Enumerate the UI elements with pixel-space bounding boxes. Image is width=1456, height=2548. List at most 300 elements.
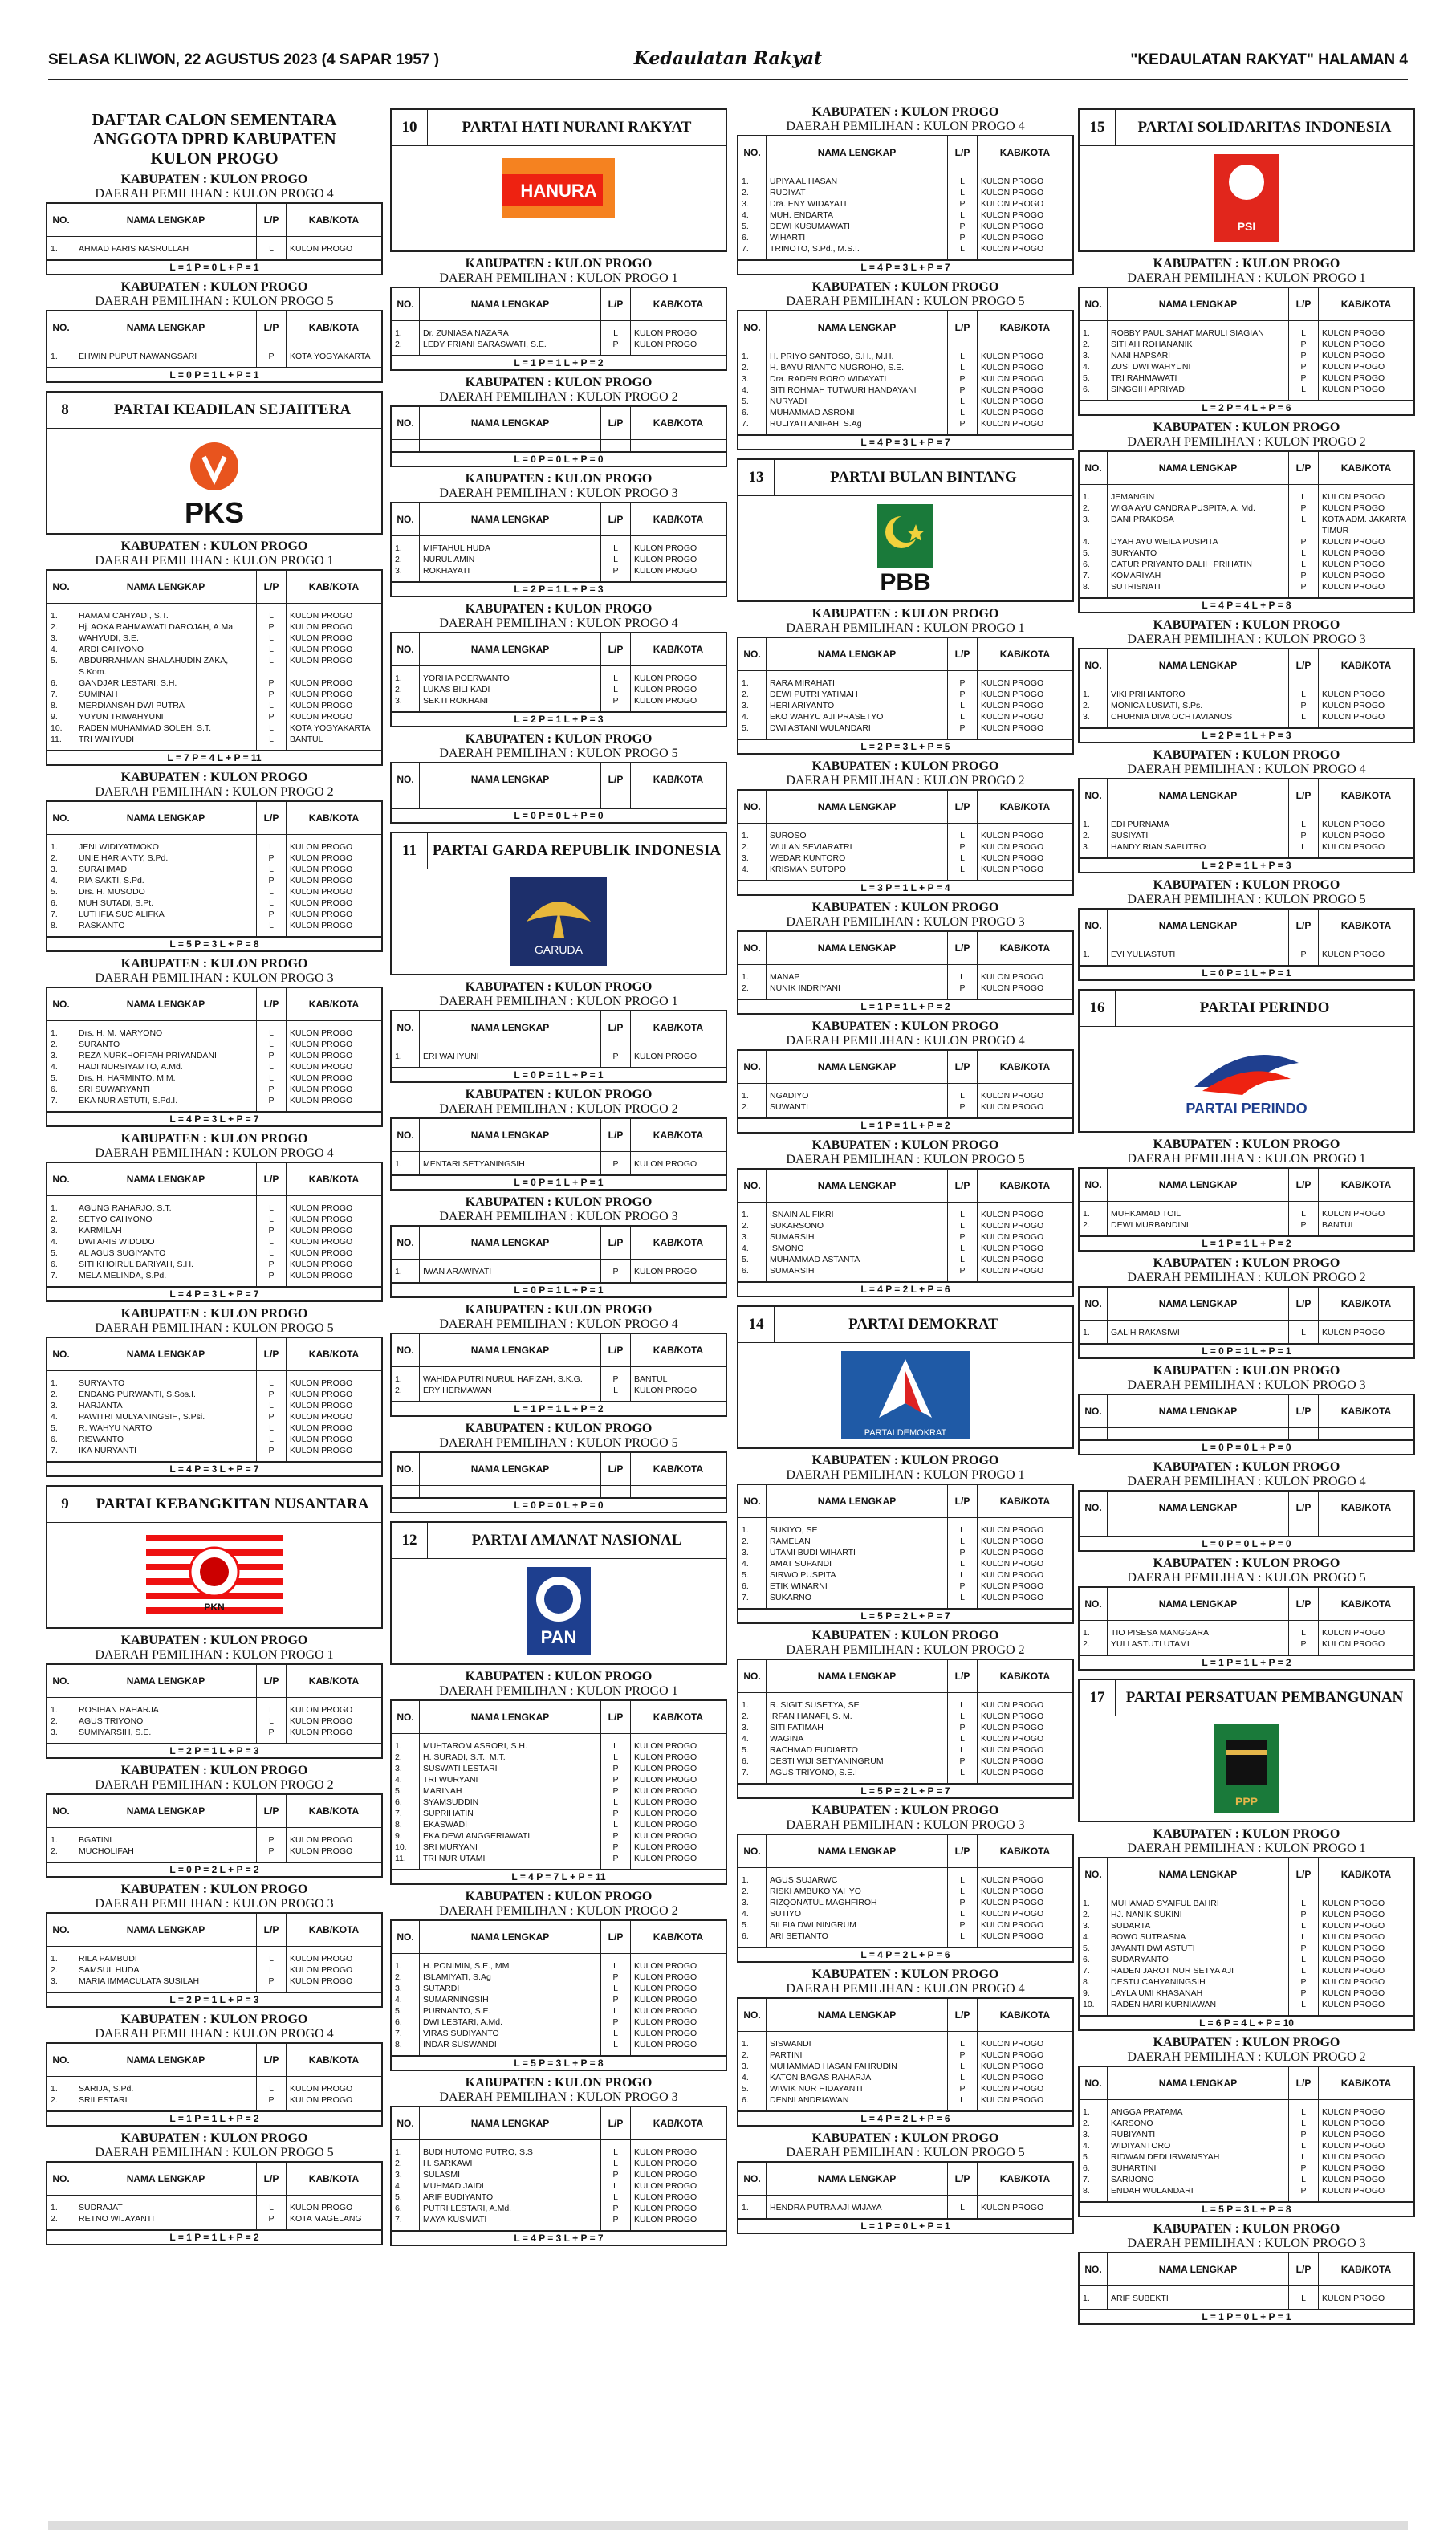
table-cell: SUMARNINGSIH [423,1995,489,2005]
table-cell: 2. [738,1711,767,1722]
footer-bar [48,2521,1408,2530]
table-cell: RASKANTO [79,921,125,930]
table-cell: KULON PROGO [981,1898,1044,1907]
table-cell: DWI ASTANI WULANDARI [770,723,871,733]
table-cell: 2. [391,1972,420,1983]
table-cell: L [601,684,631,695]
regency-label: KABUPATEN : KULON PROGO [811,105,999,119]
table-cell: 2. [47,1716,75,1727]
table-cell: KULON PROGO [981,842,1044,852]
table-cell: KULON PROGO [981,1255,1044,1264]
table-cell: 2. [738,1101,767,1118]
column-header: KAB/KOTA [631,1333,727,1367]
table-row [1079,2174,1414,2185]
table-cell: KULON PROGO [981,1712,1044,1721]
table-cell: 5. [47,886,75,897]
table-cell: KULON PROGO [981,1723,1044,1732]
party-header [392,110,726,146]
table-cell: KULON PROGO [981,199,1044,209]
table-cell: L [257,1073,287,1084]
table-row [738,1711,1073,1722]
regency-label: KABUPATEN : KULON PROGO [120,771,308,784]
table-cell: KOMARIYAH [1111,571,1161,580]
table-row [738,711,1073,722]
column-header: NO. [47,2162,75,2196]
column-header: L/P [601,633,631,666]
candidate-total: L = 4 P = 7 L + P = 11 [390,1870,727,1885]
table-cell: UTAMI BUDI WIHARTI [770,1548,856,1557]
table-cell: L [1289,2286,1319,2310]
column-header: L/P [601,287,631,321]
regency-label: KABUPATEN : KULON PROGO [120,1307,308,1321]
table-cell: 3. [738,373,767,385]
column-header: NAMA LENGKAP [420,406,601,440]
column-header: NAMA LENGKAP [420,763,601,796]
table-cell: 6. [47,678,75,689]
table-row [1079,570,1414,581]
party-header [47,1487,381,1523]
table-cell: P [1289,339,1319,350]
district-label: DAERAH PEMILIHAN : KULON PROGO 2 [439,390,678,404]
column-header: NO. [738,1169,767,1203]
table-cell: KULON PROGO [290,1846,353,1856]
table-cell: 4. [47,644,75,655]
table-cell: KULON PROGO [290,1028,353,1038]
table-cell: KULON PROGO [634,2170,697,2180]
candidate-table [737,1997,1074,2112]
table-cell: PAWITRI MULYANINGSIH, S.Psi. [79,1412,205,1422]
district-label: DAERAH PEMILIHAN : KULON PROGO 4 [786,120,1025,133]
table-row [391,1994,726,2005]
table-cell: MELA MELINDA, S.Pd. [79,1271,167,1280]
regency-label: KABUPATEN : KULON PROGO [1153,1138,1340,1151]
table-cell: TIO PISESA MANGGARA [1111,1628,1209,1638]
table-cell: KULON PROGO [1322,1966,1385,1976]
candidate-total: L = 0 P = 1 L + P = 1 [1078,967,1415,981]
table-row [738,2072,1073,2083]
table-cell: L [257,897,287,909]
column-header: KAB/KOTA [631,763,727,796]
table-cell: MAYA KUSMIATI [423,2215,487,2224]
table-cell: L [257,2077,287,2095]
column-header: NO. [1079,1587,1108,1621]
candidate-total: L = 0 P = 0 L + P = 0 [390,809,727,824]
table-cell: P [1289,1219,1319,1236]
column-header: NO. [391,1226,420,1260]
table-row [738,2049,1073,2061]
table-cell [1319,1428,1415,1441]
table-cell: MUHAMMAD HASAN FAHRUDIN [770,2062,897,2071]
table-cell: KULON PROGO [981,397,1044,406]
regency-label: KABUPATEN : KULON PROGO [465,376,653,389]
table-cell: 1. [391,1260,420,1284]
table-cell [601,1486,631,1499]
table-cell: 1. [47,1698,75,1716]
table-cell: KULON PROGO [290,865,353,874]
table-cell: 1. [391,2140,420,2159]
table-cell: KULON PROGO [290,1954,353,1964]
party-block [390,832,727,975]
table-cell: KULON PROGO [290,611,353,621]
candidate-table [737,1659,1074,1785]
table-cell: KULON PROGO [290,712,353,722]
district-label: DAERAH PEMILIHAN : KULON PROGO 4 [1127,763,1366,776]
table-cell: RISWANTO [79,1435,124,1444]
table-cell: KULON PROGO [290,1226,353,1235]
candidate-table [390,1117,727,1176]
table-cell: H. SARKAWI [423,2159,473,2168]
candidate-total: L = 3 P = 1 L + P = 4 [737,881,1074,896]
candidate-table [737,310,1074,436]
table-row [47,678,382,689]
table-cell: 1. [47,2077,75,2095]
table-cell: L [948,1931,978,1948]
table-cell: KULON PROGO [634,1972,697,1982]
electoral-district [390,2076,727,2246]
table-row [47,1236,382,1248]
table-cell: AL AGUS SUGIYANTO [79,1248,166,1258]
column-header: KAB/KOTA [1319,1287,1415,1321]
party-number: 14 [738,1307,775,1342]
table-cell: 1. [1079,321,1108,340]
table-row [47,1964,382,1976]
table-row [1079,1524,1414,1537]
table-row [391,2140,726,2159]
table-cell: P [948,1101,978,1118]
table-cell: P [1289,536,1319,547]
candidate-table [1078,2252,1415,2310]
table-cell: P [948,1547,978,1558]
table-cell: ENDAH WULANDARI [1111,2186,1194,2196]
column-header: NAMA LENGKAP [420,1226,601,1260]
party-number: 17 [1080,1680,1116,1716]
table-cell: L [1289,1965,1319,1976]
table-row [1079,682,1414,701]
table-cell: ENDANG PURWANTI, S.Sos.I. [79,1390,196,1399]
regency-label: KABUPATEN : KULON PROGO [1153,2036,1340,2049]
table-row [391,1367,726,1386]
table-cell: L [948,1744,978,1756]
candidate-table [390,1333,727,1402]
column-header: NAMA LENGKAP [75,311,257,344]
regency-label: KABUPATEN : KULON PROGO [811,1454,999,1467]
district-label: DAERAH PEMILIHAN : KULON PROGO 5 [786,1153,1025,1166]
candidate-total: L = 2 P = 1 L + P = 3 [390,713,727,727]
column-header: KAB/KOTA [978,1169,1074,1203]
table-cell: MUHAMAD SYAIFUL BAHRI [1111,1899,1219,1908]
candidate-total: L = 0 P = 1 L + P = 1 [390,1068,727,1083]
table-cell: YORHA POERWANTO [423,674,510,683]
table-cell: L [257,2196,287,2214]
table-cell: KULON PROGO [981,363,1044,372]
table-row [1079,2163,1414,2174]
table-cell: KULON PROGO [290,1215,353,1224]
table-cell: L [1289,711,1319,728]
table-cell: L [601,2005,631,2017]
table-cell: KULON PROGO [1322,571,1385,580]
table-cell: P [948,689,978,700]
table-cell: 5. [738,1744,767,1756]
table-row [738,983,1073,999]
table-cell: SUDARTA [1111,1921,1151,1931]
party-name: PARTAI KEADILAN SEJAHTERA [113,401,352,418]
column-header: L/P [1289,1168,1319,1202]
table-cell: 1. [391,1734,420,1752]
column-header: KAB/KOTA [978,1834,1074,1868]
table-cell: YULI ASTUTI UTAMI [1111,1639,1190,1649]
column-header: NO. [391,2106,420,2140]
table-cell: 2. [1079,830,1108,841]
table-cell: SRI MURYANI [423,1842,478,1852]
table-row [738,1886,1073,1897]
table-cell: KULON PROGO [981,723,1044,733]
column-header: L/P [948,2162,978,2196]
table-cell: 9. [47,711,75,722]
table-row [391,1954,726,1972]
table-cell: L [257,1423,287,1434]
table-cell: KULON PROGO [981,1887,1044,1896]
table-cell: RADEN MUHAMMAD SOLEH, S.T. [79,723,212,733]
candidate-table [390,405,727,453]
table-cell: Dra. ENY WIDAYATI [770,199,847,209]
table-cell: P [257,621,287,633]
table-cell: P [257,1259,287,1270]
table-row [1079,711,1414,728]
pks-logo [146,433,283,529]
column-header: NO. [391,763,420,796]
table-cell: L [948,243,978,260]
table-cell: KULON PROGO [981,1920,1044,1930]
table-cell: WAHYUDI, S.E. [79,633,139,643]
table-cell: SAMSUL HUDA [79,1965,140,1975]
candidate-table [737,1168,1074,1283]
table-cell: P [948,1581,978,1592]
table-cell: SIRWO PUSPITA [770,1570,836,1580]
table-cell: SETYO CAHYONO [79,1215,153,1224]
table-cell: DWI LESTARI, A.Md. [423,2017,502,2027]
table-cell: P [257,1050,287,1061]
table-cell: KULON PROGO [290,622,353,632]
candidate-total: L = 2 P = 1 L + P = 3 [1078,729,1415,743]
table-cell: 11. [47,734,75,751]
regency-label: KABUPATEN : KULON PROGO [465,980,653,994]
column-header: NAMA LENGKAP [75,1913,257,1947]
table-cell: P [257,1411,287,1423]
table-cell: KULON PROGO [981,1700,1044,1710]
table-cell: 4. [738,1733,767,1744]
candidate-table [46,987,383,1113]
district-label: DAERAH PEMILIHAN : KULON PROGO 3 [1127,633,1366,646]
table-cell: MUHMAD JAIDI [423,2181,484,2191]
table-row [738,1203,1073,1221]
table-row [47,689,382,700]
table-row [1079,350,1414,361]
table-cell: H. SURADI, S.T., M.T. [423,1752,506,1762]
table-cell: L [257,920,287,937]
table-cell: LUTHFIA SUC ALIFKA [79,910,165,919]
column-header: NO. [47,570,75,604]
table-cell: 5. [47,655,75,678]
table-cell: AGUS TRIYONO [79,1716,144,1726]
column-header: L/P [601,406,631,440]
table-cell: 6. [738,1581,767,1592]
column-header: NO. [1079,909,1108,942]
table-cell: KULON PROGO [981,1210,1044,1219]
table-cell: 1. [738,824,767,842]
candidate-total: L = 4 P = 3 L + P = 7 [46,1463,383,1477]
table-row [738,1592,1073,1609]
district-label: DAERAH PEMILIHAN : KULON PROGO 5 [1127,1571,1366,1585]
regency-label: KABUPATEN : KULON PROGO [1153,421,1340,434]
table-cell: KOTA MAGELANG [290,2214,362,2224]
column-header: KAB/KOTA [287,1162,383,1196]
table-cell: KULON PROGO [981,1232,1044,1242]
table-cell: KULON PROGO [290,645,353,654]
table-cell: P [1289,1909,1319,1920]
table-row [738,1231,1073,1243]
table-row [1079,361,1414,372]
table-cell: 1. [1079,2286,1108,2310]
table-cell: ARI SETIANTO [770,1931,828,1941]
table-cell: 4. [738,711,767,722]
table-cell: 1. [738,169,767,188]
electoral-district [390,980,727,1083]
table-cell: L [948,1767,978,1784]
table-cell: KULON PROGO [290,1965,353,1975]
regency-label: KABUPATEN : KULON PROGO [811,759,999,773]
table-cell: 3. [738,1231,767,1243]
table-cell: 6. [1079,559,1108,570]
table-cell: L [948,2196,978,2220]
table-row [391,1853,726,1870]
table-cell: KULON PROGO [634,2215,697,2224]
column-header: KAB/KOTA [1319,1168,1415,1202]
table-cell: 2. [47,1846,75,1862]
title-line: ANGGOTA DPRD KABUPATEN [92,129,336,149]
table-cell: LEDY FRIANI SARASWATI, S.E. [423,340,547,349]
table-cell: KULON PROGO [290,678,353,688]
column-header: NO. [391,1118,420,1152]
table-row [47,1727,382,1744]
column-header: NAMA LENGKAP [420,287,601,321]
table-cell: RISKI AMBUKO YAHYO [770,1887,861,1896]
table-cell: P [1289,1943,1319,1954]
table-row [47,875,382,886]
table-cell: L [948,1868,978,1887]
table-cell: 2. [391,554,420,565]
table-cell: 6. [738,2094,767,2111]
column-header: NO. [738,311,767,344]
table-cell: WIHARTI [770,233,806,242]
table-cell: KULON PROGO [1322,1977,1385,1987]
district-label: DAERAH PEMILIHAN : KULON PROGO 4 [95,187,334,201]
table-cell: KULON PROGO [1322,537,1385,547]
column-header: KAB/KOTA [978,2162,1074,2196]
candidate-total: L = 6 P = 4 L + P = 10 [1078,2017,1415,2031]
table-cell: KULON PROGO [634,1995,697,2005]
district-label: DAERAH PEMILIHAN : KULON PROGO 2 [786,774,1025,788]
table-cell: 2. [391,1752,420,1763]
candidate-total: L = 1 P = 1 L + P = 2 [46,2112,383,2127]
table-cell: EHWIN PUPUT NAWANGSARI [79,352,197,361]
table-row [738,2196,1073,2220]
table-cell: KULON PROGO [634,340,697,349]
table-cell: 2. [47,1964,75,1976]
table-cell: KULON PROGO [1322,548,1385,558]
column-header: NAMA LENGKAP [767,2162,948,2196]
table-cell: 1. [738,1518,767,1537]
district-label: DAERAH PEMILIHAN : KULON PROGO 1 [1127,1842,1366,1855]
table-cell: L [1289,1920,1319,1931]
column-header: NO. [738,1659,767,1693]
table-cell: 7. [391,1808,420,1819]
candidate-total: L = 4 P = 4 L + P = 8 [1078,599,1415,613]
table-cell: P [257,1846,287,1862]
table-cell: 1. [47,604,75,622]
table-row [738,1558,1073,1569]
table-cell: 8. [1079,2185,1108,2202]
column-header: KAB/KOTA [1319,451,1415,485]
column-header: KAB/KOTA [1319,909,1415,942]
candidate-table [46,1912,383,1993]
table-row [47,237,382,261]
district-label: DAERAH PEMILIHAN : KULON PROGO 2 [439,1904,678,1918]
table-cell: KULON PROGO [981,701,1044,710]
electoral-district [737,1138,1074,1297]
table-cell: KULON PROGO [981,374,1044,384]
logo-text: PKN [204,1602,225,1613]
district-label: DAERAH PEMILIHAN : KULON PROGO 4 [786,1034,1025,1048]
table-cell: KULON PROGO [634,2204,697,2213]
party-header [1080,991,1413,1027]
table-cell: 3. [1079,1920,1108,1931]
table-cell: KULON PROGO [1322,1944,1385,1953]
candidate-total: L = 0 P = 2 L + P = 2 [46,1863,383,1878]
party-header [1080,1680,1413,1716]
column-header: L/P [948,1834,978,1868]
table-row [738,841,1073,853]
table-row [391,2192,726,2203]
regency-label: KABUPATEN : KULON PROGO [1153,878,1340,892]
table-cell: L [948,1693,978,1712]
table-cell: HJ. NANIK SUKINI [1111,1910,1182,1919]
table-row [391,2039,726,2056]
table-cell: KULON PROGO [290,842,353,852]
table-cell: 11. [391,1853,420,1870]
party-logo [1080,146,1413,250]
column-header: NAMA LENGKAP [767,1050,948,1084]
electoral-district [46,539,383,766]
table-row [738,1518,1073,1537]
candidate-total: L = 0 P = 0 L + P = 0 [1078,1441,1415,1455]
table-cell: 3. [1079,841,1108,858]
regency-label: KABUPATEN : KULON PROGO [1153,1364,1340,1378]
party-name: PARTAI PERINDO [1199,999,1330,1016]
table-cell: 5. [738,221,767,232]
electoral-district [46,771,383,952]
district-label: DAERAH PEMILIHAN : KULON PROGO 1 [95,554,334,568]
table-cell: EKA NUR ASTUTI, S.Pd.I. [79,1096,178,1105]
table-cell: L [257,1947,287,1965]
table-cell: KULON PROGO [634,2017,697,2027]
table-row [1079,2151,1414,2163]
table-row [738,2094,1073,2111]
table-cell: ABDURRAHMAN SHALAHUDIN ZAKA, S.Kom. [79,656,229,677]
table-cell: P [257,1828,287,1846]
table-cell: SUMARSIH [770,1266,815,1276]
column-header: KAB/KOTA [978,790,1074,824]
table-cell: SUMINAH [79,690,118,699]
